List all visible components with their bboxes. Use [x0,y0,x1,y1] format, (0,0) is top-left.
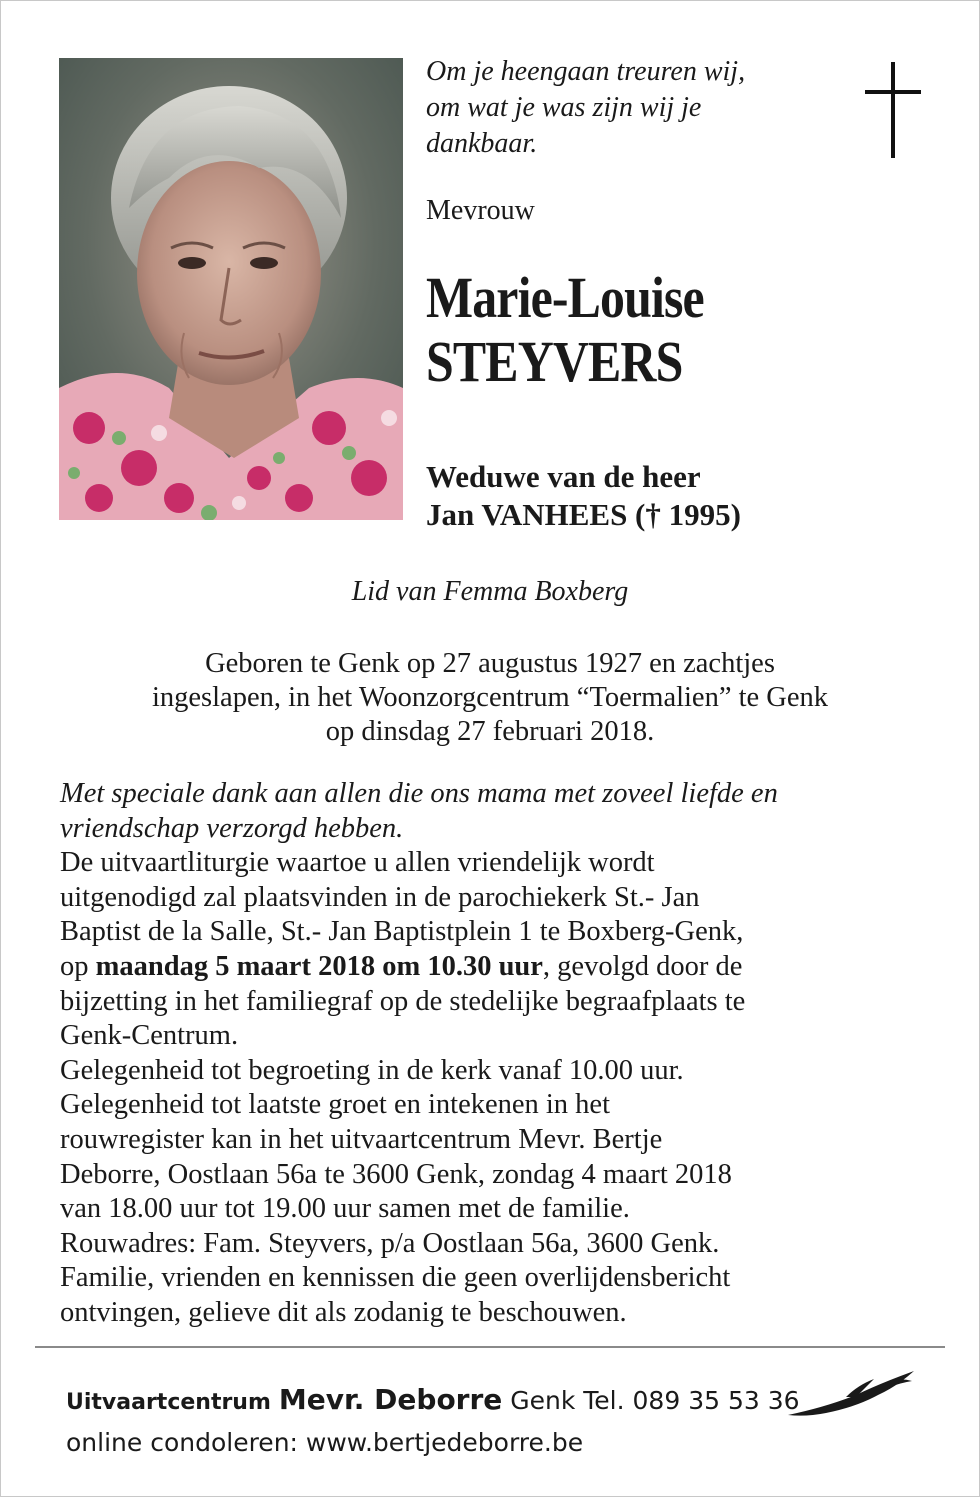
birth-line: ingeslapen, in het Woonzorgcentrum “Toermalien” te Genk [151,682,829,713]
ceremony-line: De uitvaartliturgie waartoe u allen vriendelijk wordt [60,847,655,879]
footer-phone[interactable]: Tel. 089 35 53 36 [583,1386,800,1415]
portrait-photo [59,58,403,520]
detail-line: Familie, vrienden en kennissen die geen overlijdensbericht [60,1262,731,1294]
detail-line: van 18.00 uur tot 19.00 uur samen met de familie. [60,1193,630,1225]
footer-online[interactable]: online condoleren: www.bertjedeborre.be [66,1428,584,1457]
footer-city: Genk [510,1386,576,1415]
honorific: Mevrouw [426,195,535,226]
cross-icon [865,62,921,158]
last-name: STEYVERS [426,329,683,394]
widow-of [426,458,741,534]
footer-prefix: Uitvaartcentrum [66,1390,271,1415]
detail-line: Genk-Centrum. [60,1020,239,1052]
date-suffix: , gevolgd door de [542,950,743,982]
widow-line: Jan VANHEES († 1995) [426,497,741,532]
quote-line: Om je heengaan treuren wij, [426,56,746,87]
ceremony-date-line [60,950,960,985]
thanks-line: Met speciale dank aan allen die ons mama met zoveel liefde en [60,778,778,809]
funeral-details [60,777,960,1331]
ceremony-date: maandag 5 maart 2018 om 10.30 uur [95,950,543,982]
quote-line: dankbaar. [426,128,538,159]
quote-line: om wat je was zijn wij je [426,92,702,123]
footer-brand: Mevr. Deborre [278,1383,503,1416]
birth-death-announcement [40,647,940,749]
dove-logo-icon [786,1367,922,1421]
date-prefix: op [60,950,96,982]
detail-line: Deborre, Oostlaan 56a te 3600 Genk, zondag 4 maart 2018 [60,1158,732,1190]
detail-line: Gelegenheid tot laatste groet en intekenen in het [60,1089,611,1121]
detail-line: ontvingen, gelieve dit als zodanig te beschouwen. [60,1296,627,1328]
detail-line: bijzetting in het familiegraf op de stedelijke begraafplaats te [60,985,746,1017]
ceremony-line: uitgenodigd zal plaatsvinden in de parochiekerk St.- Jan [60,881,700,913]
detail-line: Gelegenheid tot begroeting in de kerk vanaf 10.00 uur. [60,1054,684,1086]
thanks-line: vriendschap verzorgd hebben. [60,812,404,844]
ceremony-line: Baptist de la Salle, St.- Jan Baptistplein 1 te Boxberg-Genk, [60,916,744,948]
first-name: Marie-Louise [426,265,704,330]
detail-line: rouwregister kan in het uitvaartcentrum Mevr. Bertje [60,1123,663,1155]
deceased-name [426,266,704,394]
divider [35,1346,945,1348]
widow-line: Weduwe van de heer [426,459,701,494]
birth-line: op dinsdag 27 februari 2018. [325,716,655,747]
footer-contact [66,1380,800,1423]
memorial-quote [426,54,846,162]
membership: Lid van Femma Boxberg [351,576,629,607]
footer [66,1380,800,1463]
birth-line: Geboren te Genk op 27 augustus 1927 en zachtjes [205,648,775,679]
detail-line: Rouwadres: Fam. Steyvers, p/a Oostlaan 56a, 3600 Genk. [60,1227,720,1259]
